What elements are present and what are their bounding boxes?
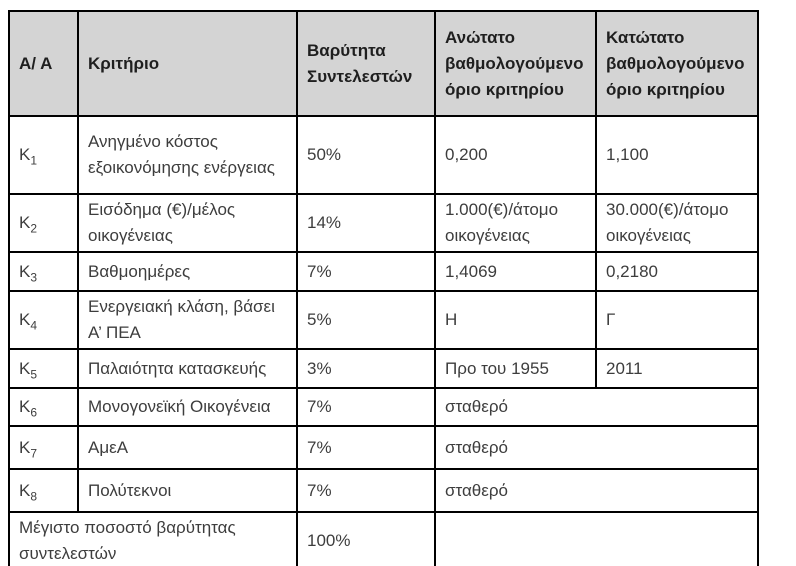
- empty-borderless-cell: [435, 512, 758, 566]
- criterion-id-sub: 6: [30, 405, 38, 420]
- table-row-k6: [9, 388, 758, 426]
- header-cell-lower-limit: Κατώτατο βαθμολογούμενο όριο κριτηρίου: [596, 11, 758, 116]
- table-row-k2: [9, 194, 758, 252]
- criterion-cell: Βαθμοημέρες: [78, 252, 297, 291]
- criterion-id-sub: 4: [30, 318, 38, 333]
- table-row-k7: [9, 426, 758, 469]
- header-cell-weight: Βαρύτητα Συντελεστών: [297, 11, 435, 116]
- weight-cell: 7%: [297, 426, 435, 469]
- lower-limit-cell: 2011: [596, 349, 758, 388]
- weight-cell: 7%: [297, 469, 435, 512]
- total-weight-cell: 100%: [297, 512, 435, 566]
- table-row-k3: [9, 252, 758, 291]
- footer-row: [9, 512, 758, 566]
- criterion-id-sub: 7: [30, 445, 38, 460]
- weight-cell: 7%: [297, 252, 435, 291]
- criteria-weight-table: [8, 10, 759, 566]
- upper-limit-cell: Προ του 1955: [435, 349, 596, 388]
- footer-label-cell: Μέγιστο ποσοστό βαρύτητας συντελεστών: [9, 512, 297, 566]
- criterion-id-base: Κ: [19, 310, 31, 329]
- upper-limit-cell: 0,200: [435, 116, 596, 194]
- criterion-id-base: Κ: [19, 358, 31, 378]
- criterion-id-sub: 5: [30, 366, 38, 381]
- lower-limit-cell: 0,2180: [596, 252, 758, 291]
- criterion-cell: Ενεργειακή κλάση, βάσει Α’ ΠΕΑ: [78, 291, 297, 349]
- criterion-id: [9, 116, 78, 194]
- criterion-id-base: Κ: [19, 437, 31, 457]
- weight-cell: 5%: [297, 291, 435, 349]
- stable-value-cell: σταθερό: [435, 469, 758, 512]
- weight-cell: 3%: [297, 349, 435, 388]
- lower-limit-cell: Γ: [596, 291, 758, 349]
- weight-cell: 14%: [297, 194, 435, 252]
- header-cell-upper-limit: Ανώτατο βαθμολογούμενο όριο κριτηρίου: [435, 11, 596, 116]
- criterion-cell: ΑμεΑ: [78, 426, 297, 469]
- criterion-id-sub: 2: [30, 221, 38, 236]
- upper-limit-cell: Η: [435, 291, 596, 349]
- criterion-id: [9, 194, 78, 252]
- header-cell-aa: Α/ Α: [9, 11, 78, 116]
- criterion-id: [9, 252, 78, 291]
- criterion-cell: Παλαιότητα κατασκευής: [78, 349, 297, 388]
- header-row: [9, 11, 758, 116]
- criterion-cell: Εισόδημα (€)/μέλος οικογένειας: [78, 194, 297, 252]
- criterion-id-base: Κ: [19, 397, 31, 416]
- criterion-id-base: Κ: [19, 145, 31, 164]
- criterion-id: [9, 291, 78, 349]
- stable-value-cell: σταθερό: [435, 426, 758, 469]
- criterion-id: [9, 426, 78, 469]
- upper-limit-cell: 1.000(€)/άτομο οικογένειας: [435, 194, 596, 252]
- lower-limit-cell: 30.000(€)/άτομο οικογένειας: [596, 194, 758, 252]
- table-row-k1: [9, 116, 758, 194]
- criterion-id-base: Κ: [19, 480, 31, 500]
- weight-cell: 7%: [297, 388, 435, 426]
- criterion-id: [9, 349, 78, 388]
- criterion-id: [9, 469, 78, 512]
- criterion-cell: Μονογονεϊκή Οικογένεια: [78, 388, 297, 426]
- table-row-k8: [9, 469, 758, 512]
- lower-limit-cell: 1,100: [596, 116, 758, 194]
- stable-value-cell: σταθερό: [435, 388, 758, 426]
- header-cell-criterion: Κριτήριο: [78, 11, 297, 116]
- weight-cell: 50%: [297, 116, 435, 194]
- criterion-cell: Ανηγμένο κόστος εξοικονόμησης ενέργειας: [78, 116, 297, 194]
- criterion-cell: Πολύτεκνοι: [78, 469, 297, 512]
- table-row-k4: [9, 291, 758, 349]
- table-row-k5: [9, 349, 758, 388]
- upper-limit-cell: 1,4069: [435, 252, 596, 291]
- criterion-id-sub: 3: [30, 269, 38, 284]
- criterion-id-base: Κ: [19, 261, 31, 281]
- criterion-id-base: Κ: [19, 213, 31, 232]
- criterion-id: [9, 388, 78, 426]
- criterion-id-sub: 1: [30, 153, 38, 168]
- criterion-id-sub: 8: [30, 488, 38, 503]
